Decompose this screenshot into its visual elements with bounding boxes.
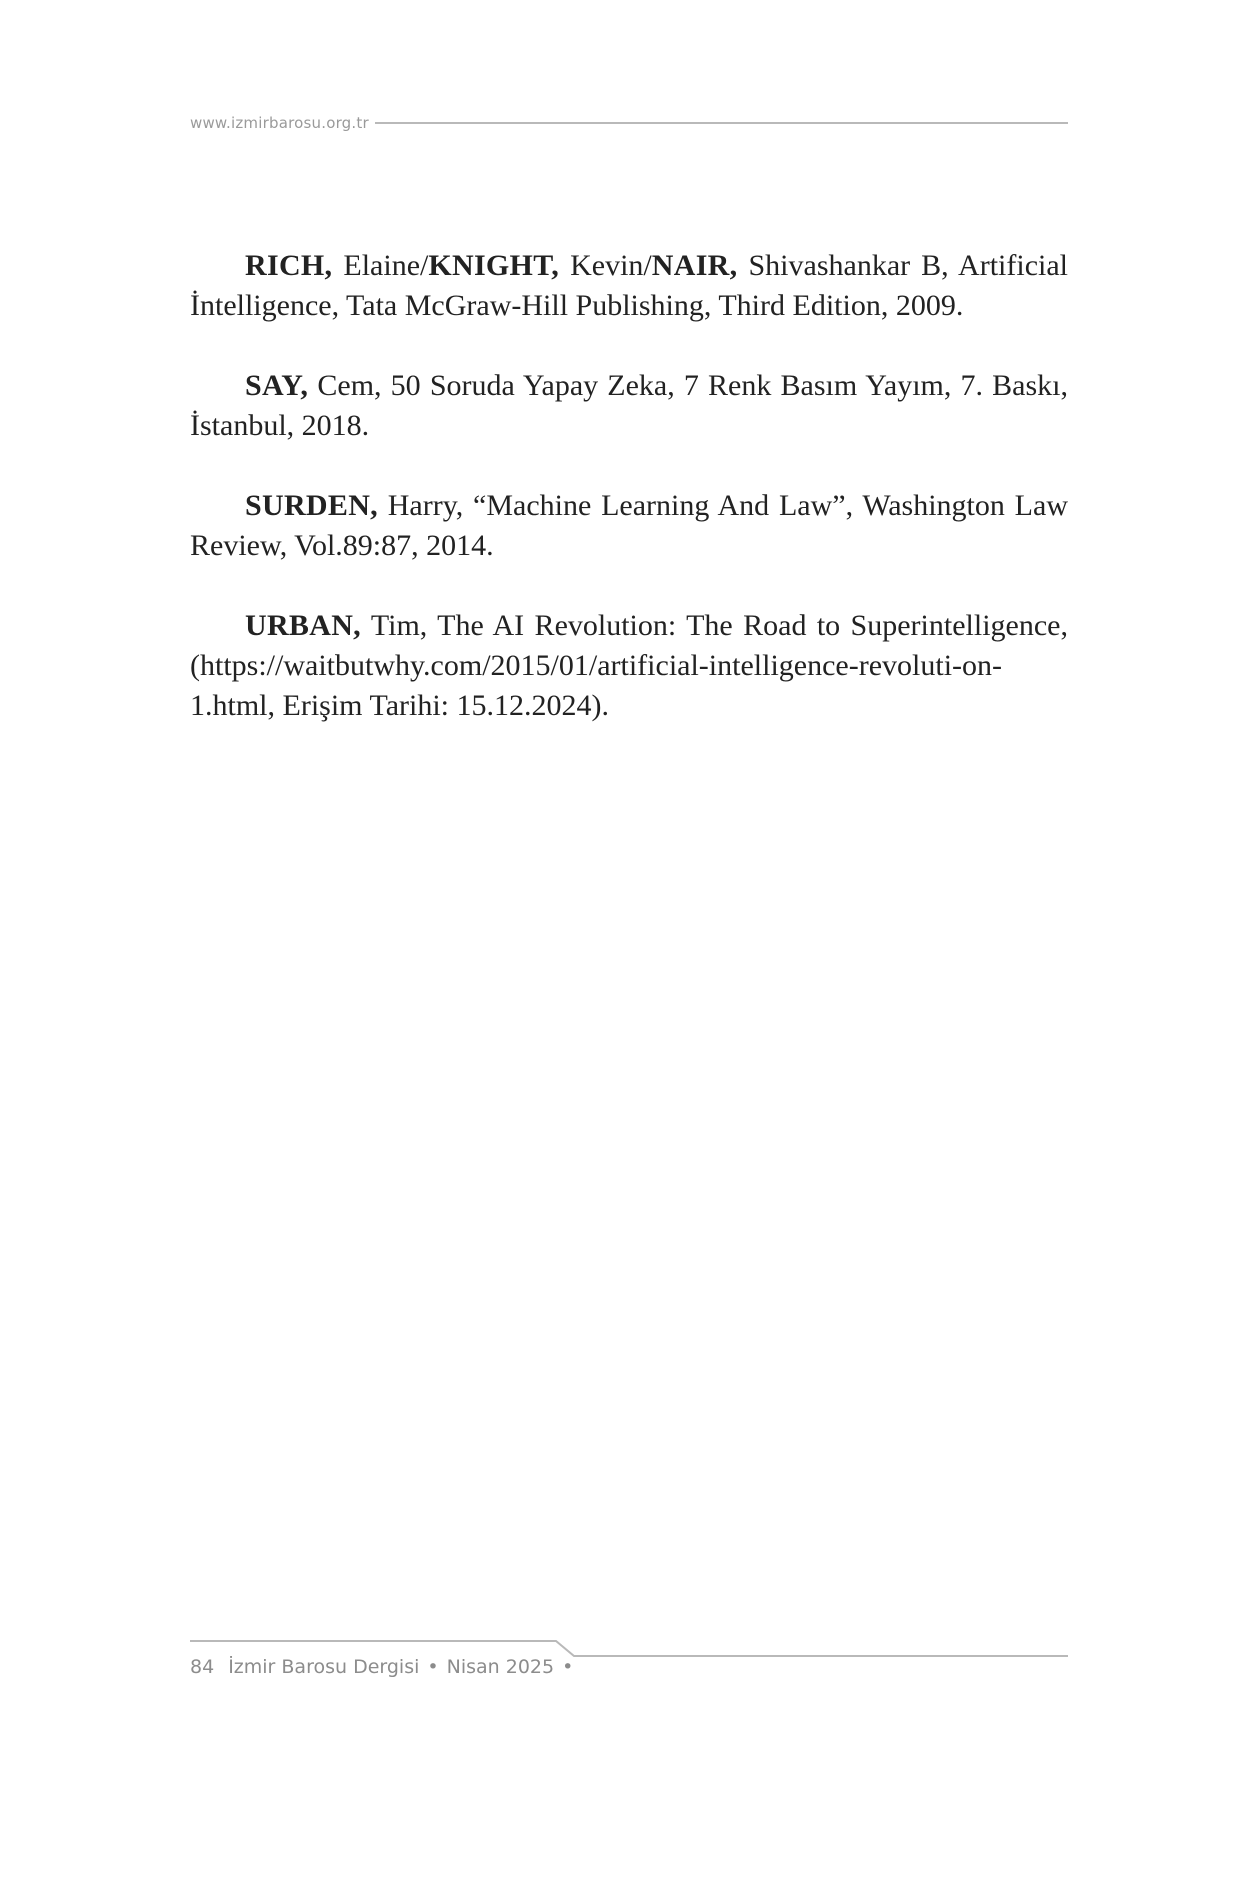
reference-author: URBAN, — [245, 609, 361, 642]
reference-text: Shivashankar B, Artificial İntelligence, Tata McGraw-Hill Publishing, Third Edition, 2009. — [190, 249, 1069, 322]
reference-text: Kevin/ — [559, 249, 652, 282]
reference-text: Cem, 50 Soruda Yapay Zeka, 7 Renk Basım Yayım, 7. Baskı, İstanbul, 2018. — [190, 369, 1068, 442]
header-url: www.izmirbarosu.org.tr — [190, 114, 369, 132]
reference-entry — [190, 246, 1068, 326]
header-rule — [375, 122, 1068, 124]
reference-text: Tim, The AI Revolution: The Road to Superintelligence, (https://waitbutwhy.com/2015/01/artificial-intelligence-revoluti-on-1.html, Erişim Tarihi: 15.12.2024). — [190, 609, 1068, 722]
reference-author: KNIGHT, — [428, 249, 560, 282]
reference-text: Elaine/ — [332, 249, 429, 282]
reference-text: Harry, “Machine Learning And Law”, Washington Law Review, Vol.89:87, 2014. — [190, 489, 1068, 562]
footer-separator: • — [427, 1656, 439, 1678]
page-footer — [190, 1640, 1068, 1680]
reference-entry — [190, 366, 1068, 446]
footer-separator-end: • — [562, 1656, 574, 1678]
page-header — [190, 112, 1068, 134]
reference-author: SAY, — [245, 369, 309, 402]
reference-author: SURDEN, — [245, 489, 378, 522]
reference-author: NAIR, — [651, 249, 738, 282]
issue-date: Nisan 2025 — [446, 1656, 555, 1678]
page-number: 84 — [190, 1656, 215, 1678]
journal-name: İzmir Barosu Dergisi — [228, 1656, 420, 1678]
reference-entry — [190, 606, 1068, 726]
footer-text — [190, 1656, 581, 1678]
reference-entry — [190, 486, 1068, 566]
references-list — [190, 246, 1068, 766]
reference-author: RICH, — [245, 249, 333, 282]
